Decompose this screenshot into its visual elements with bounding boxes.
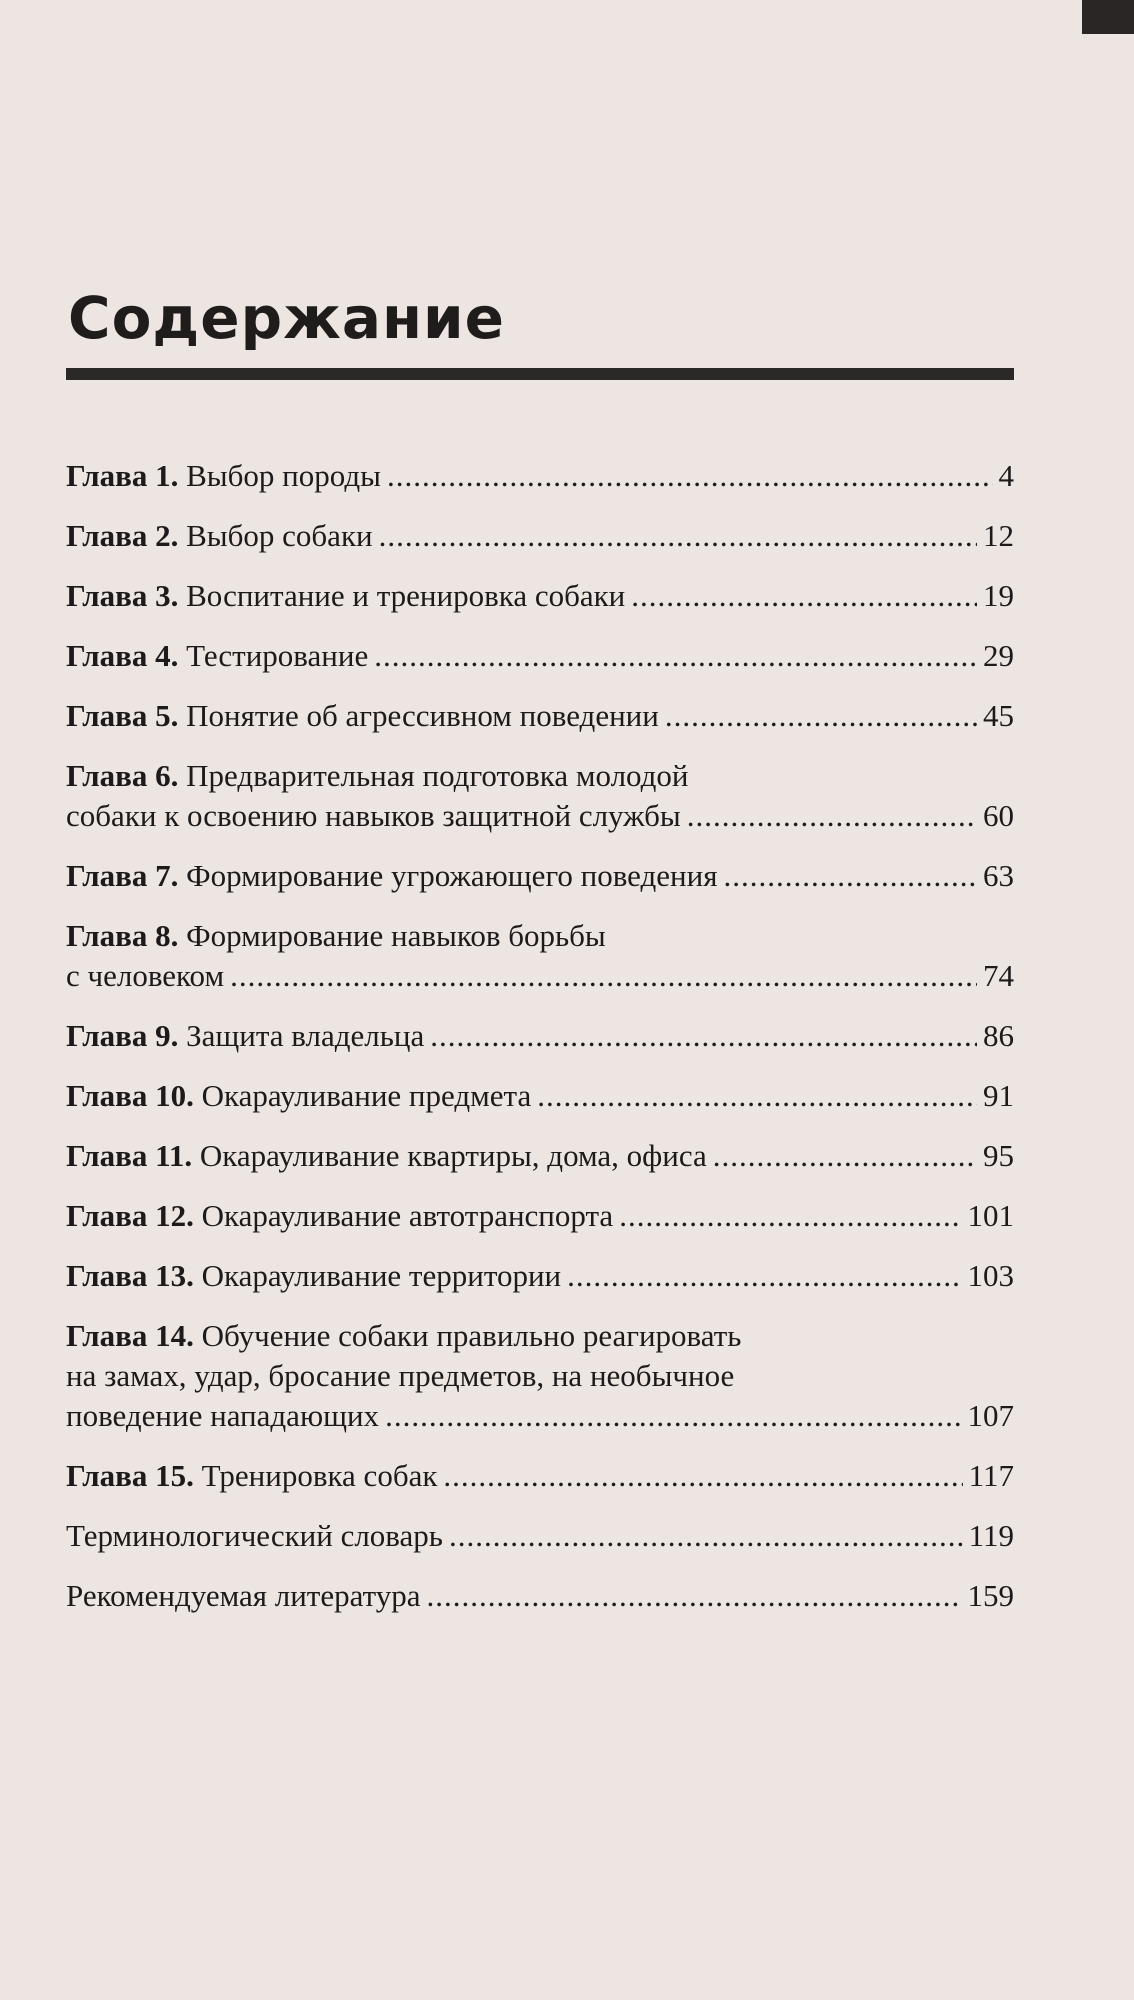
toc-entry-last-line xyxy=(66,1016,1014,1056)
chapter-label: Глава 5. xyxy=(66,698,179,733)
chapter-label: Глава 12. xyxy=(66,1198,194,1233)
toc-entry-last-line xyxy=(66,1396,1014,1436)
toc-entry-last-line xyxy=(66,856,1014,896)
toc-entry-last-line xyxy=(66,1196,1014,1236)
chapter-title: Понятие об агрессивном поведении xyxy=(186,698,659,733)
toc-entry-last-line xyxy=(66,956,1014,996)
chapter-title: Формирование угрожающего поведения xyxy=(186,858,718,893)
chapter-title: Выбор породы xyxy=(186,458,381,493)
chapter-title: Защита владельца xyxy=(186,1018,425,1053)
chapter-title: Окарауливание автотранспорта xyxy=(201,1198,614,1233)
toc-entry xyxy=(66,456,1014,496)
toc-entry-last-line xyxy=(66,1076,1014,1116)
dot-leader xyxy=(385,1396,961,1436)
toc-entry xyxy=(66,1076,1014,1116)
toc-entry xyxy=(66,516,1014,556)
chapter-label: Глава 15. xyxy=(66,1458,194,1493)
page-title: Содержание xyxy=(68,284,506,352)
chapter-title-line: Предварительная подготовка молодой xyxy=(186,758,689,793)
chapter-label: Глава 8. xyxy=(66,918,179,953)
toc-entry-last-line xyxy=(66,696,1014,736)
chapter-title: Тестирование xyxy=(186,638,369,673)
page-number: 86 xyxy=(983,1018,1014,1053)
toc-entry xyxy=(66,916,1014,996)
toc-entry xyxy=(66,1576,1014,1616)
chapter-label: Глава 1. xyxy=(66,458,179,493)
chapter-label: Глава 3. xyxy=(66,578,179,613)
chapter-title: Окарауливание территории xyxy=(201,1258,562,1293)
dot-leader xyxy=(230,956,977,996)
dot-leader xyxy=(443,1456,962,1496)
page-number: 12 xyxy=(983,518,1014,553)
toc-entry-last-line xyxy=(66,1576,1014,1616)
chapter-label: Глава 11. xyxy=(66,1138,193,1173)
chapter-title: Тренировка собак xyxy=(201,1458,438,1493)
page-number: 119 xyxy=(968,1518,1014,1553)
toc-entry xyxy=(66,856,1014,896)
chapter-label: Глава 6. xyxy=(66,758,179,793)
toc-entry xyxy=(66,636,1014,676)
page-number: 159 xyxy=(967,1578,1014,1613)
dot-leader xyxy=(687,796,977,836)
page-number: 103 xyxy=(967,1258,1014,1293)
toc-entry-line xyxy=(66,1316,1014,1356)
toc-entry xyxy=(66,1316,1014,1436)
dot-leader xyxy=(426,1576,961,1616)
chapter-label: Глава 2. xyxy=(66,518,179,553)
toc-entry xyxy=(66,1456,1014,1496)
chapter-title: Рекомендуемая литература xyxy=(66,1578,421,1613)
toc-entry-last-line xyxy=(66,516,1014,556)
toc-entry-last-line xyxy=(66,576,1014,616)
chapter-title: поведение нападающих xyxy=(66,1398,380,1433)
toc-entry-last-line xyxy=(66,1456,1014,1496)
title-underline xyxy=(66,368,1014,380)
toc-entry-last-line xyxy=(66,1516,1014,1556)
chapter-label: Глава 4. xyxy=(66,638,179,673)
dot-leader xyxy=(374,636,977,676)
page-number: 4 xyxy=(998,458,1014,493)
dot-leader xyxy=(619,1196,961,1236)
chapter-title: Воспитание и тренировка собаки xyxy=(186,578,626,613)
toc-entry-line xyxy=(66,756,1014,796)
table-of-contents xyxy=(66,456,1014,1636)
toc-entry-last-line xyxy=(66,636,1014,676)
toc-entry-line xyxy=(66,1356,1014,1396)
page-number: 117 xyxy=(968,1458,1014,1493)
chapter-title: с человеком xyxy=(66,958,225,993)
chapter-label: Глава 9. xyxy=(66,1018,179,1053)
chapter-label: Глава 14. xyxy=(66,1318,194,1353)
toc-entry-last-line xyxy=(66,1136,1014,1176)
chapter-title: Выбор собаки xyxy=(186,518,373,553)
chapter-title: Терминологический словарь xyxy=(66,1518,443,1553)
page-number: 45 xyxy=(983,698,1014,733)
page-number: 91 xyxy=(983,1078,1014,1113)
dot-leader xyxy=(724,856,978,896)
dot-leader xyxy=(567,1256,961,1296)
dot-leader xyxy=(379,516,977,556)
page-number: 74 xyxy=(983,958,1014,993)
dot-leader xyxy=(430,1016,977,1056)
toc-entry xyxy=(66,1256,1014,1296)
chapter-label: Глава 13. xyxy=(66,1258,194,1293)
toc-entry xyxy=(66,1136,1014,1176)
toc-entry xyxy=(66,1016,1014,1056)
chapter-label: Глава 7. xyxy=(66,858,179,893)
toc-entry-last-line xyxy=(66,1256,1014,1296)
toc-entry-last-line xyxy=(66,456,1014,496)
toc-entry xyxy=(66,1196,1014,1236)
chapter-title-line: на замах, удар, бросание предметов, на необычное xyxy=(66,1358,735,1393)
chapter-title: собаки к освоению навыков защитной службы xyxy=(66,798,681,833)
toc-entry-last-line xyxy=(66,796,1014,836)
chapter-label: Глава 10. xyxy=(66,1078,194,1113)
chapter-title: Окарауливание предмета xyxy=(201,1078,532,1113)
dot-leader xyxy=(631,576,977,616)
dot-leader xyxy=(449,1516,963,1556)
dot-leader xyxy=(713,1136,977,1176)
chapter-title: Окарауливание квартиры, дома, офиса xyxy=(199,1138,707,1173)
chapter-title-line: Формирование навыков борьбы xyxy=(186,918,606,953)
toc-entry xyxy=(66,1516,1014,1556)
page-number: 60 xyxy=(983,798,1014,833)
toc-entry xyxy=(66,576,1014,616)
page-number: 107 xyxy=(967,1398,1014,1433)
toc-entry-line xyxy=(66,916,1014,956)
page-number: 29 xyxy=(983,638,1014,673)
toc-entry xyxy=(66,756,1014,836)
page-number: 95 xyxy=(983,1138,1014,1173)
toc-entry xyxy=(66,696,1014,736)
chapter-title-line: Обучение собаки правильно реагировать xyxy=(201,1318,742,1353)
page-number: 19 xyxy=(983,578,1014,613)
page-number: 63 xyxy=(983,858,1014,893)
dot-leader xyxy=(387,456,993,496)
page-corner-shadow xyxy=(1082,0,1134,34)
page-number: 101 xyxy=(967,1198,1014,1233)
dot-leader xyxy=(537,1076,977,1116)
dot-leader xyxy=(665,696,977,736)
